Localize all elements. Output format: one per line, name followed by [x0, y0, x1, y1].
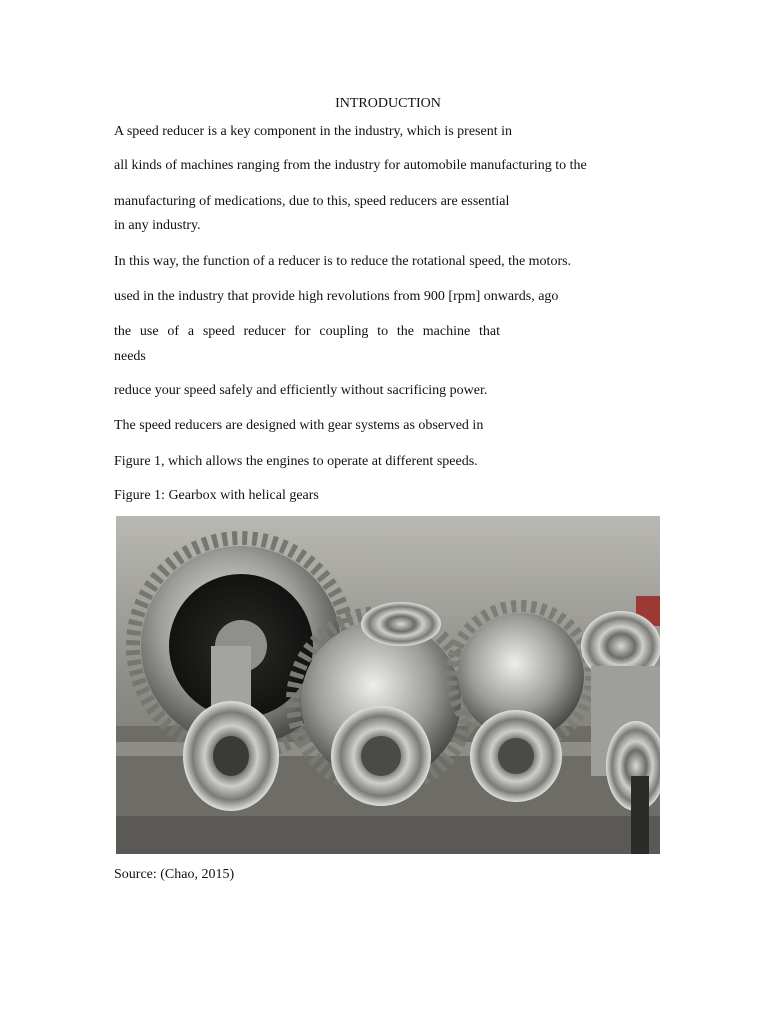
text-line: In this way, the function of a reducer is to reduce the rotational speed, the motors.: [114, 254, 572, 269]
figure-caption: Figure 1: Gearbox with helical gears: [114, 488, 319, 503]
text-line: needs: [114, 349, 146, 364]
figure-source: Source: (Chao, 2015): [114, 867, 235, 882]
text-line-justified: the use of a speed reducer for coupling to the machine that: [114, 324, 500, 339]
gearbox-photo: [116, 516, 660, 854]
gearbox-illustration: [116, 516, 660, 854]
text-line: manufacturing of medications, due to this, speed reducers are essential: [114, 194, 510, 209]
text-line: A speed reducer is a key component in the industry, which is present in: [114, 124, 512, 139]
text-line: in any industry.: [114, 218, 201, 233]
text-line: reduce your speed safely and efficiently without sacrificing power.: [114, 383, 488, 398]
text-line: The speed reducers are designed with gear systems as observed in: [114, 418, 484, 433]
page-title: INTRODUCTION: [335, 96, 441, 111]
text-line: all kinds of machines ranging from the industry for automobile manufacturing to the: [114, 158, 587, 173]
text-line: used in the industry that provide high revolutions from 900 [rpm] onwards, ago: [114, 289, 559, 304]
text-line: Figure 1, which allows the engines to operate at different speeds.: [114, 454, 478, 469]
